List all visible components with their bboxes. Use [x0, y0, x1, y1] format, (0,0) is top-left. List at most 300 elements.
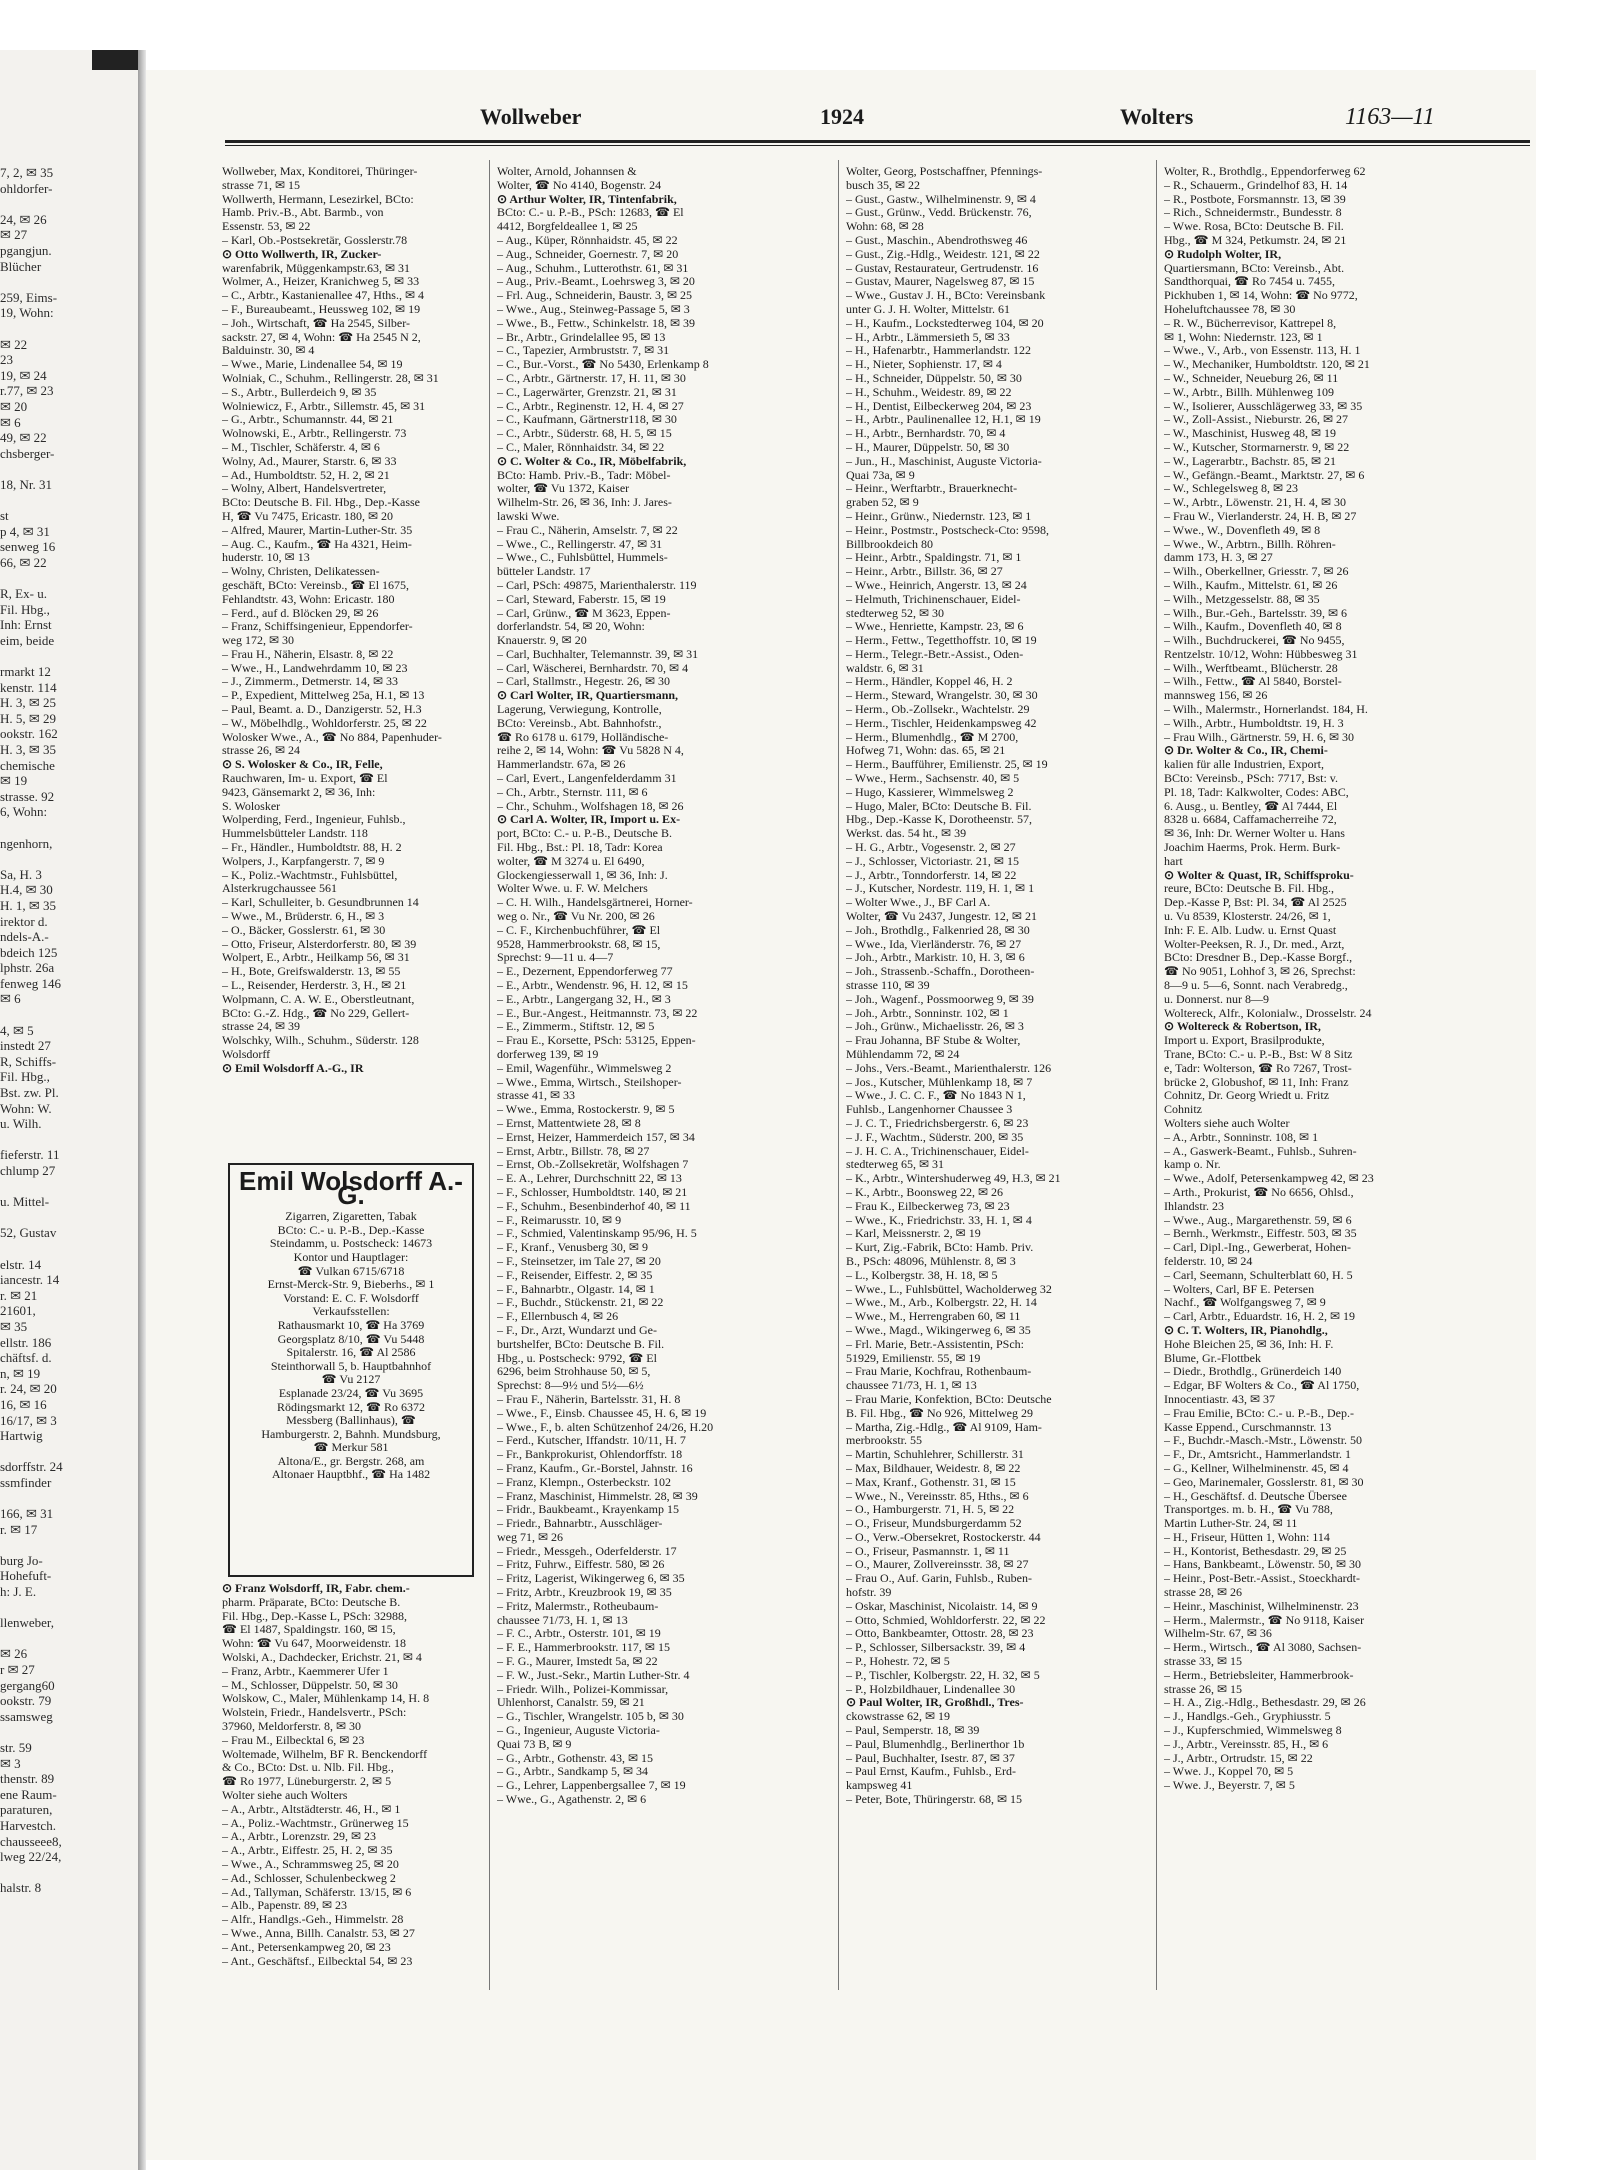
directory-entry: – Herm., Wirtsch., ☎ Al 3080, Sachsen-: [1164, 1641, 1362, 1655]
header-year: 1924: [820, 104, 864, 129]
directory-entry: – Bernh., Werkmstr., Eiffestr. 503, ✉ 35: [1164, 1227, 1357, 1241]
directory-entry: Hammerlandstr. 67a, ✉ 26: [497, 758, 626, 772]
directory-entry: – Wwe., Anna, Billh. Canalstr. 53, ✉ 27: [222, 1926, 415, 1940]
edge-text-line: pgangjun.: [0, 242, 52, 258]
directory-entry: Blume, Gr.-Flottbek: [1164, 1351, 1261, 1365]
directory-entry: – Heinr., Grünw., Niedernstr. 123, ✉ 1: [846, 509, 1032, 523]
directory-entry: – F., Steinsetzer, im Tale 27, ✉ 20: [497, 1254, 661, 1268]
directory-entry: – Heinr., Arbtr., Spaldingstr. 71, ✉ 1: [846, 551, 1022, 565]
directory-entry: – Wwe., N., Vereinsstr. 85, Hths., ✉ 6: [846, 1489, 1029, 1503]
directory-entry: – W., Arbtr., Löwenstr. 21, H. 4, ✉ 30: [1164, 496, 1347, 510]
directory-entry: – Frau K., Eilbeckerweg 73, ✉ 23: [846, 1199, 1010, 1213]
directory-entry: – Geo, Marinemaler, Gosslerstr. 81, ✉ 30: [1164, 1475, 1364, 1489]
advertisement-line: Rödingsmarkt 12, ☎ Ro 6372: [277, 1399, 425, 1414]
edge-text-line: H. 3, ✉ 35: [0, 741, 57, 757]
directory-entry: – W., Zoll-Assist., Nieburstr. 26, ✉ 27: [1164, 413, 1349, 427]
directory-entry: Wolter siehe auch Wolters: [222, 1788, 348, 1802]
directory-entry: Wolpmann, C. A. W. E., Oberstleutnant,: [222, 992, 415, 1006]
directory-entry: – Carl, Arbtr., Eduardstr. 16, H. 2, ✉ 19: [1164, 1310, 1356, 1324]
directory-entry: Wolsdorff: [222, 1048, 271, 1061]
directory-entry: – Wwe., M., Brüderstr. 6, H., ✉ 3: [222, 910, 385, 924]
edge-text-line: Bst. zw. Pl.: [0, 1085, 59, 1101]
directory-entry: strasse 41, ✉ 33: [497, 1089, 576, 1103]
edge-text-line: [0, 461, 132, 477]
edge-text-line: [0, 1600, 132, 1616]
directory-entry: Wollwerth, Hermann, Lesezirkel, BCto:: [222, 192, 414, 206]
directory-entry: – Fritz, Arbtr., Kreuzbrook 19, ✉ 35: [497, 1586, 672, 1600]
directory-entry: – Frau Wilh., Gärtnerstr. 59, H. 6, ✉ 30: [1164, 730, 1354, 744]
directory-entry: ✉ 36, Inh: Dr. Werner Wolter u. Hans: [1164, 827, 1345, 841]
directory-entry: – W., Isolierer, Ausschlägerweg 33, ✉ 35: [1164, 399, 1363, 413]
edge-text-line: 19, Wohn:: [0, 305, 54, 321]
directory-entry: – G., Arbtr., Schumannstr. 44, ✉ 21: [222, 413, 394, 427]
directory-entry: – Ad., Schlosser, Schulenbeckweg 2: [222, 1871, 396, 1885]
edge-text-line: ngenhorn,: [0, 835, 53, 851]
advertisement-line: Esplanade 23/24, ☎ Vu 3695: [278, 1385, 424, 1400]
directory-entry: – G., Arbtr., Sandkamp 5, ✉ 34: [497, 1765, 649, 1779]
directory-entry: e, Tadr: Wolterson, ☎ Ro 7267, Trost-: [1164, 1061, 1352, 1075]
edge-text-line: kenstr. 114: [0, 679, 57, 695]
directory-entry: – Joh., Wagenf., Possmoorweg 9, ✉ 39: [846, 992, 1034, 1006]
directory-entry: – E., Bur.-Angest., Heitmannstr. 73, ✉ 22: [497, 1006, 698, 1020]
edge-text-line: H. 3, ✉ 25: [0, 695, 57, 711]
directory-entry: – Aug., Schneider, Goernestr. 7, ✉ 20: [497, 247, 679, 261]
directory-entry: Wolter-Peeksen, R. J., Dr. med., Arzt,: [1164, 937, 1345, 951]
directory-entry: – Wwe., Emma, Wirtsch., Steilshoper-: [497, 1075, 682, 1089]
directory-entry: – Frau Johanna, BF Stube & Wolter,: [846, 1034, 1021, 1048]
directory-entry: port, BCto: C.- u. P.-B., Deutsche B.: [497, 827, 673, 841]
directory-entry: Wolniak, C., Schuhm., Rellingerstr. 28, ✉ 31: [222, 371, 439, 385]
directory-entry: Wohn: 68, ✉ 28: [846, 220, 924, 234]
directory-entry: sackstr. 27, ✉ 4, Wohn: ☎ Ha 2545 N 2,: [222, 330, 421, 344]
directory-entry: chaussee 71/73, H. 1, ✉ 13: [497, 1613, 628, 1627]
directory-entry: – Otto, Schmied, Wohldorferstr. 22, ✉ 22: [846, 1613, 1046, 1627]
directory-entry: ⊙ Wolter & Quast, IR, Schiffsproku-: [1164, 868, 1354, 882]
directory-entry: – Wwe., L., Fuhlsbüttel, Wacholderweg 32: [846, 1282, 1052, 1296]
directory-entry: – Heinr., Postmstr., Postscheck-Cto: 9598,: [846, 523, 1050, 537]
directory-entry: – Ernst, Heizer, Hammerdeich 157, ✉ 34: [497, 1130, 695, 1144]
directory-entry: Wohn: ☎ Vu 647, Moorweidenstr. 18: [222, 1637, 407, 1651]
directory-entry: – Wwe. J., Koppel 70, ✉ 5: [1164, 1765, 1294, 1779]
directory-entry: – Wilh., Werftbeamt., Blücherstr. 28: [1164, 661, 1338, 675]
edge-text-line: [0, 851, 132, 867]
directory-entry: Hummelsbütteler Landstr. 118: [222, 827, 368, 841]
directory-entry: Rentzelstr. 10/12, Wohn: Hübbesweg 31: [1164, 647, 1358, 661]
directory-entry: wolter, ☎ M 3274 u. El 6490,: [497, 854, 645, 868]
directory-entry: Wolny, Ad., Maurer, Starstr. 6, ✉ 33: [222, 454, 397, 468]
directory-entry: – Wolter Wwe., J., BF Carl A.: [846, 896, 991, 910]
edge-text-line: fenweg 146: [0, 975, 62, 991]
directory-entry: – Wilh., Kaufm., Mittelstr. 61, ✉ 26: [1164, 578, 1338, 592]
directory-entry: – O., Friseur, Pasmannstr. 1, ✉ 11: [846, 1544, 1010, 1558]
directory-entry: Wolpers, J., Karpfangerstr. 7, ✉ 9: [222, 854, 385, 868]
directory-entry: – Wolny, Albert, Handelsvertreter,: [222, 482, 387, 496]
directory-entry: – Wwe., Henriette, Kampstr. 23, ✉ 6: [846, 620, 1024, 634]
directory-entry: – Wwe., F., Einsb. Chaussee 45, H. 6, ✉ 19: [497, 1406, 707, 1420]
edge-text-line: 166, ✉ 31: [0, 1506, 54, 1522]
advertisement-line: BCto: C.- u. P.-B., Dep.-Kasse: [277, 1222, 425, 1237]
directory-entry: H, ☎ Vu 7475, Ericastr. 180, ✉ 20: [222, 509, 394, 523]
directory-entry: – A., Arbtr., Eiffestr. 25, H. 2, ✉ 35: [222, 1844, 393, 1858]
edge-text-line: chäftsf. d.: [0, 1350, 52, 1366]
directory-entry: Mühlendamm 72, ✉ 24: [846, 1048, 960, 1061]
directory-entry: – Herm., Steward, Wrangelstr. 30, ✉ 30: [846, 689, 1038, 703]
directory-entry: – F. C., Arbtr., Osterstr. 101, ✉ 19: [497, 1627, 661, 1641]
directory-entry: Essenstr. 53, ✉ 22: [222, 220, 311, 234]
directory-entry: Wollweber, Max, Konditorei, Thüringer-: [222, 165, 418, 178]
directory-entry: – Max, Kranf., Gothenstr. 31, ✉ 15: [846, 1475, 1016, 1489]
advertisement-line: ☎ Merkur 581: [313, 1440, 389, 1455]
edge-text-line: 16/17, ✉ 3: [0, 1412, 57, 1428]
edge-text-line: R, Ex- u.: [0, 586, 47, 602]
directory-entry: BCto: Hamb. Priv.-B., Tadr: Möbel-: [497, 468, 671, 482]
directory-entry: Transportges. m. b. H., ☎ Vu 788,: [1164, 1503, 1333, 1517]
directory-entry: warenfabrik, Müggenkampstr.63, ✉ 31: [222, 261, 411, 275]
edge-text-line: paraturen,: [0, 1802, 53, 1818]
directory-entry: – Fritz, Lagerist, Wikingerweg 6, ✉ 35: [497, 1572, 685, 1586]
directory-entry: – Joh., Arbtr., Markistr. 10, H. 3, ✉ 6: [846, 951, 1025, 965]
directory-entry: – G., Tischler, Wrangelstr. 105 b, ✉ 30: [497, 1710, 684, 1724]
edge-text-line: p 4, ✉ 31: [0, 523, 50, 539]
header-rule-thin: [225, 145, 1530, 146]
header-left-word: Wollweber: [480, 104, 582, 129]
directory-entry: ✉ 1, Wohn: Niedernstr. 123, ✉ 1: [1164, 330, 1323, 344]
directory-entry: – H., Kaufm., Lockstedterweg 104, ✉ 20: [846, 316, 1044, 330]
directory-entry: BCto: C.- u. P.-B., PSch: 12683, ☎ El: [497, 206, 684, 220]
directory-entry: – Wwe., Ida, Vierländerstr. 76, ✉ 27: [846, 937, 1022, 951]
directory-entry: – Hugo, Kassierer, Wimmelsweg 2: [846, 785, 1014, 799]
directory-entry: u. Vu 8539, Klosterstr. 24/26, ✉ 1,: [1164, 910, 1331, 924]
edge-text-line: 23: [0, 352, 13, 368]
edge-text-line: chemische: [0, 757, 55, 773]
directory-entry: Wilhelm-Str. 26, ✉ 36, Inh: J. Jares-: [497, 496, 672, 510]
directory-entry: strasse 28, ✉ 26: [1164, 1586, 1243, 1600]
edge-text-line: ✉ 6: [0, 414, 21, 430]
directory-entry: – H., Kontorist, Bethesdastr. 29, ✉ 25: [1164, 1544, 1347, 1558]
directory-entry: – Franz, Klempn., Osterbeckstr. 102: [497, 1475, 671, 1489]
directory-entry: felderstr. 10, ✉ 24: [1164, 1254, 1253, 1268]
directory-entry: – O., Friseur, Mundsburgerdamm 52: [846, 1517, 1022, 1531]
edge-text-line: Inh: Ernst: [0, 617, 52, 633]
edge-text-line: H. 1, ✉ 35: [0, 897, 57, 913]
directory-entry: – Herm., Betriebsleiter, Hammerbrook-: [1164, 1668, 1354, 1682]
edge-text-line: burg Jo-: [0, 1552, 43, 1568]
directory-entry: – Wilh., Bur.-Geh., Bartelsstr. 39, ✉ 6: [1164, 606, 1348, 620]
directory-entry: – A., Arbtr., Altstädterstr. 46, H., ✉ 1: [222, 1802, 401, 1816]
directory-entry: – A., Arbtr., Lorenzstr. 29, ✉ 23: [222, 1830, 377, 1844]
directory-entry: mannsweg 156, ✉ 26: [1164, 689, 1268, 703]
directory-entry: – Karl, Ob.-Postsekretär, Gosslerstr.78: [222, 233, 408, 247]
directory-entry: – Gust., Maschin., Abendrothsweg 46: [846, 233, 1028, 247]
directory-entry: Wilhelm-Str. 67, ✉ 36: [1164, 1627, 1272, 1641]
directory-entry: Billbrookdeich 80: [846, 537, 933, 551]
directory-entry: – O., Maurer, Zollvereinsstr. 38, ✉ 27: [846, 1558, 1029, 1572]
directory-entry: – W., Lagerarbtr., Bachstr. 85, ✉ 21: [1164, 454, 1337, 468]
directory-entry: Fehlandtstr. 43, Wohn: Ericastr. 180: [222, 592, 395, 606]
directory-entry: 8328 u. 6684, Caffamacherreihe 72,: [1164, 813, 1337, 827]
directory-entry: strasse 26, ✉ 24: [222, 744, 301, 758]
directory-entry: – C., Arbtr., Süderstr. 68, H. 5, ✉ 15: [497, 427, 672, 441]
directory-entry: – Frl. Marie, Betr.-Assistentin, PSch:: [846, 1337, 1024, 1351]
directory-entry: – Herm., Telegr.-Betr.-Assist., Oden-: [846, 647, 1024, 661]
directory-entry: – Joh., Strassenb.-Schaffn., Dorotheen-: [846, 965, 1035, 979]
directory-entry: Martin Luther-Str. 24, ✉ 11: [1164, 1517, 1298, 1531]
directory-entry: ⊙ Emil Wolsdorff A.-G., IR: [222, 1061, 364, 1075]
directory-entry: ⊙ Otto Wollwerth, IR, Zucker-: [222, 247, 382, 261]
edge-text-line: [0, 1631, 132, 1647]
directory-entry: – Wilh., Fettw., ☎ Al 5840, Borstel-: [1164, 675, 1342, 689]
directory-entry: Wolter, Arnold, Johannsen &: [497, 165, 637, 178]
edge-text-line: str. 59: [0, 1739, 32, 1755]
edge-text-line: iancestr. 14: [0, 1272, 60, 1288]
edge-text-line: 259, Eims-: [0, 289, 58, 305]
edge-text-line: senweg 16: [0, 539, 56, 555]
directory-entry: strasse 33, ✉ 15: [1164, 1655, 1243, 1669]
directory-entry: – Martin, Schuhlehrer, Schillerstr. 31: [846, 1448, 1024, 1462]
directory-entry: – Otto, Bankbeamter, Ottostr. 28, ✉ 23: [846, 1627, 1034, 1641]
directory-entry: – Friedr. Wilh., Polizei-Kommissar,: [497, 1682, 669, 1696]
directory-entry: – Heinr., Maschinist, Wilhelminenstr. 23: [1164, 1599, 1359, 1613]
edge-text-line: ✉ 22: [0, 336, 28, 352]
directory-entry: – F., Kranf., Venusberg 30, ✉ 9: [497, 1241, 648, 1255]
directory-entry: – Chr., Schuhm., Wolfshagen 18, ✉ 26: [497, 799, 684, 813]
directory-entry: – Wwe., H., Landwehrdamm 10, ✉ 23: [222, 661, 408, 675]
directory-entry: – Jos., Kutscher, Mühlenkamp 18, ✉ 7: [846, 1075, 1033, 1089]
directory-entry: – Aug., Schuhm., Lutterothstr. 61, ✉ 31: [497, 261, 689, 275]
directory-entry: Fil. Hbg., Dep.-Kasse L, PSch: 32988,: [222, 1609, 407, 1623]
directory-entry: – C., Arbtr., Reginenstr. 12, H. 4, ✉ 27: [497, 399, 684, 413]
edge-text-line: u. Mittel-: [0, 1194, 50, 1210]
directory-entry: geschäft, BCto: Vereinsb., ☎ El 1675,: [222, 578, 410, 592]
directory-entry: – F., Reisender, Eiffestr. 2, ✉ 35: [497, 1268, 653, 1282]
column-divider: [838, 160, 839, 1990]
directory-entry: – Franz, Maschinist, Himmelstr. 28, ✉ 39: [497, 1489, 698, 1503]
wolsdorff-advertisement: [228, 1163, 474, 1577]
directory-entry: – J., Arbtr., Vereinsstr. 85, H., ✉ 6: [1164, 1737, 1329, 1751]
directory-entry: – Wwe., M., Herrengraben 60, ✉ 11: [846, 1310, 1021, 1324]
edge-text-line: ndels-A.-: [0, 929, 49, 945]
directory-entry: – S., Arbtr., Bullerdeich 9, ✉ 35: [222, 385, 377, 399]
advertisement-line: Steinthorwall 5, b. Hauptbahnhof: [270, 1358, 432, 1373]
directory-entry: kalien für alle Industrien, Export,: [1164, 758, 1324, 772]
header-page-number: 1163—11: [1345, 104, 1435, 130]
directory-entry: – H., Arbtr., Paulinenallee 12, H.1, ✉ 19: [846, 413, 1041, 427]
directory-entry: ⊙ Arthur Wolter, IR, Tintenfabrik,: [497, 192, 677, 206]
directory-entry: – Franz, Schiffsingenieur, Eppendorfer-: [222, 620, 413, 634]
edge-text-line: [0, 1132, 132, 1148]
directory-entry: 8—9 u. 5—6, Sonnt. nach Verabredg.,: [1164, 979, 1348, 993]
directory-entry: Hbg., u. Postscheck: 9792, ☎ El: [497, 1351, 657, 1365]
previous-page-edge-column: [0, 165, 132, 1896]
directory-entry: – Johs., Vers.-Beamt., Marienthalerstr. 126: [846, 1061, 1052, 1075]
directory-entry: – E., Arbtr., Langergang 32, H., ✉ 3: [497, 992, 671, 1006]
directory-entry: – Carl, Stallmstr., Hegestr. 26, ✉ 30: [497, 675, 671, 689]
directory-entry: – Wwe., C., Rellingerstr. 47, ✉ 31: [497, 537, 663, 551]
directory-entry: dorferlandstr. 54, ✉ 20, Wohn:: [497, 620, 645, 634]
directory-entry: – G., Kellner, Wilhelminenstr. 45, ✉ 4: [1164, 1461, 1349, 1475]
edge-text-line: ookstr. 79: [0, 1693, 52, 1709]
directory-entry: – Ernst, Mattentwiete 28, ✉ 8: [497, 1116, 641, 1130]
directory-entry: Wolski, A., Dachdecker, Erichstr. 21, ✉ 4: [222, 1650, 422, 1664]
edge-text-line: chlump 27: [0, 1163, 56, 1178]
directory-entry: – Wolters, Carl, BF E. Petersen: [1164, 1282, 1315, 1296]
directory-column-3: [846, 165, 1108, 1985]
directory-entry: – Wwe., Heinrich, Angerstr. 13, ✉ 24: [846, 578, 1027, 592]
edge-text-line: ookstr. 162: [0, 726, 58, 742]
edge-text-line: [0, 1724, 132, 1740]
directory-entry: ☎ Ro 6178 u. 6179, Holländische-: [497, 730, 669, 744]
directory-entry: – Wwe., B., Fettw., Schinkelstr. 18, ✉ 39: [497, 316, 696, 330]
directory-entry: – K., Arbtr., Boonsweg 22, ✉ 26: [846, 1185, 1004, 1199]
directory-entry: – Ant., Petersenkampweg 20, ✉ 23: [222, 1940, 391, 1954]
directory-entry: hart: [1164, 854, 1183, 868]
directory-entry: – L., Kolbergstr. 38, H. 18, ✉ 5: [846, 1268, 998, 1282]
directory-entry: – Helmuth, Trichinenschauer, Eidel-: [846, 592, 1021, 606]
directory-entry: – F. E., Hammerbrookstr. 117, ✉ 15: [497, 1641, 670, 1655]
directory-entry: – C., Arbtr., Gärtnerstr. 17, H. 11, ✉ 30: [497, 371, 686, 385]
edge-text-line: u. Wilh.: [0, 1116, 42, 1132]
edge-text-line: [0, 648, 132, 664]
directory-entry: ⊙ Carl A. Wolter, IR, Import u. Ex-: [497, 813, 681, 827]
scan-margin-dark: [92, 50, 140, 70]
directory-entry: graben 52, ✉ 9: [846, 496, 919, 510]
edge-text-line: ellstr. 186: [0, 1334, 52, 1350]
directory-entry: 6. Ausg., u. Bentley, ☎ Al 7444, El: [1164, 799, 1338, 813]
directory-entry: – Frau F., Näherin, Bartelsstr. 31, H. 8: [497, 1392, 681, 1406]
directory-entry: Sprechst: 8—9½ und 5½—6½: [497, 1379, 644, 1393]
directory-entry: – Wwe., Gustav J. H., BCto: Vereinsbank: [846, 289, 1046, 303]
directory-entry: – H., Arbtr., Bernhardstr. 70, ✉ 4: [846, 427, 1006, 441]
directory-entry: Woltereck, Alfr., Kolonialw., Drosselstr. 24: [1164, 1006, 1372, 1020]
directory-entry: – Paul, Semperstr. 18, ✉ 39: [846, 1724, 980, 1738]
directory-entry: – A., Arbtr., Sonninstr. 108, ✉ 1: [1164, 1130, 1319, 1144]
directory-entry: ☎ No 9051, Lohhof 3, ✉ 26, Sprechst:: [1164, 965, 1356, 979]
directory-entry: – H., Schuhm., Weidestr. 89, ✉ 22: [846, 385, 1012, 399]
edge-text-line: Wohn: W.: [0, 1100, 52, 1116]
edge-text-line: instedt 27: [0, 1038, 51, 1054]
directory-entry: – Carl, Evert., Langenfelderdamm 31: [497, 772, 677, 786]
directory-entry: ⊙ Paul Wolter, IR, Großhdl., Tres-: [846, 1696, 1024, 1710]
edge-text-line: [0, 492, 132, 508]
directory-entry: – Herm., Malermstr., ☎ No 9118, Kaiser: [1164, 1613, 1365, 1627]
directory-entry: – Ferd., Kutscher, Iffandstr. 10/11, H. 7: [497, 1434, 686, 1448]
edge-text-line: r ✉ 27: [0, 1662, 35, 1677]
directory-entry: – O., Verw.-Obersekret, Rostockerstr. 44: [846, 1530, 1041, 1544]
directory-entry: Wolter Wwe. u. F. W. Melchers: [497, 882, 648, 896]
edge-text-line: ohldorfer-: [0, 180, 53, 196]
edge-text-line: 4, ✉ 5: [0, 1022, 34, 1038]
directory-entry: Hoheluftchaussee 78, ✉ 30: [1164, 302, 1296, 316]
edge-text-line: [0, 321, 132, 337]
directory-entry: – Wwe., A., Schrammsweg 25, ✉ 20: [222, 1857, 399, 1871]
directory-entry: burtshelfer, BCto: Deutsche B. Fil.: [497, 1337, 665, 1351]
directory-entry: – Frau Marie, Kochfrau, Rothenbaum-: [846, 1365, 1032, 1379]
directory-entry: 9528, Hammerbrookstr. 68, ✉ 15,: [497, 937, 661, 951]
directory-entry: – Wwe., Aug., Margarethenstr. 59, ✉ 6: [1164, 1213, 1352, 1227]
directory-entry: – Wilh., Metzgesselstr. 88, ✉ 35: [1164, 592, 1320, 606]
directory-entry: strasse 110, ✉ 39: [846, 979, 930, 993]
directory-entry: – H. A., Zig.-Hdlg., Bethesdastr. 29, ✉ 26: [1164, 1696, 1366, 1710]
directory-entry: – Edgar, BF Wolters & Co., ☎ Al 1750,: [1164, 1379, 1360, 1393]
directory-entry: – F., Reimarusstr. 10, ✉ 9: [497, 1213, 622, 1227]
advertisement-line: Spitalerstr. 16, ☎ Al 2586: [286, 1345, 416, 1360]
edge-text-line: ✉ 35: [0, 1318, 28, 1334]
directory-entry: wolter, ☎ Vu 1372, Kaiser: [497, 482, 630, 496]
directory-entry: – F., Buchdr., Stückenstr. 21, ✉ 22: [497, 1296, 664, 1310]
directory-entry: Knauerstr. 9, ✉ 20: [497, 634, 587, 648]
directory-entry: – Wilh., Arbtr., Humboldtstr. 19, H. 3: [1164, 716, 1344, 730]
directory-entry: – H., Maurer, Düppelstr. 50, ✉ 30: [846, 440, 1010, 454]
directory-entry: ⊙ Carl Wolter, IR, Quartiersmann,: [497, 689, 679, 703]
directory-entry: – Franz, Arbtr., Kaemmerer Ufer 1: [222, 1664, 389, 1678]
directory-entry: – Paul Ernst, Kaufm., Fuhlsb., Erd-: [846, 1765, 1016, 1779]
edge-text-line: H. 5, ✉ 29: [0, 710, 57, 726]
directory-entry: – Wwe., Magd., Wikingerweg 6, ✉ 35: [846, 1323, 1031, 1337]
edge-text-line: 16, ✉ 16: [0, 1396, 47, 1412]
edge-text-line: Harvestch.: [0, 1817, 56, 1833]
directory-entry: – F., Buchdr.-Masch.-Mstr., Löwenstr. 50: [1164, 1434, 1363, 1448]
directory-entry: – W., Gefängn.-Beamt., Marktstr. 27, ✉ 6: [1164, 468, 1365, 482]
directory-entry: Hbg., Dep.-Kasse K, Dorotheenstr. 57,: [846, 813, 1032, 827]
directory-entry: Hamb. Priv.-B., Abt. Barmb., von: [222, 206, 384, 220]
directory-entry: – Rich., Schneidermstr., Bundesstr. 8: [1164, 206, 1342, 220]
directory-entry: – Wwe., C., Fuhlsbüttel, Hummels-: [497, 551, 668, 565]
edge-text-line: Sa, H. 3: [0, 866, 42, 882]
directory-entry: – Wwe., Herm., Sachsenstr. 40, ✉ 5: [846, 772, 1020, 786]
directory-entry: weg 172, ✉ 30: [222, 634, 295, 648]
directory-entry: Wolter, ☎ No 4140, Bogenstr. 24: [497, 178, 662, 192]
directory-entry: huderstr. 10, ✉ 13: [222, 551, 310, 565]
directory-entry: – C., Bur.-Vorst., ☎ No 5430, Erlenkamp 8: [497, 358, 709, 372]
directory-entry: strasse 24, ✉ 39: [222, 1020, 301, 1034]
directory-entry: – Joh., Arbtr., Sonninstr. 102, ✉ 1: [846, 1006, 1009, 1020]
directory-entry: Wolter, R., Brothdlg., Eppendorferweg 62: [1164, 165, 1366, 178]
directory-entry: – Ad., Tallyman, Schäferstr. 13/15, ✉ 6: [222, 1885, 412, 1899]
edge-text-line: irektor d.: [0, 913, 48, 929]
directory-entry: – Karl, Meissnerstr. 2, ✉ 19: [846, 1227, 981, 1241]
directory-entry: – F., Bahnarbtr., Olgastr. 14, ✉ 1: [497, 1282, 655, 1296]
edge-text-line: lweg 22/24,: [0, 1849, 62, 1865]
edge-text-line: 19, ✉ 24: [0, 367, 47, 383]
edge-text-line: r. ✉ 17: [0, 1521, 38, 1537]
directory-entry: Cohnitz, Dr. Georg Wriedt u. Fritz: [1164, 1089, 1330, 1103]
directory-entry: – Fritz, Fuhrw., Eiffestr. 580, ✉ 26: [497, 1558, 665, 1572]
directory-entry: – Ernst, Arbtr., Billstr. 78, ✉ 27: [497, 1144, 650, 1158]
directory-entry: – F., Ellernbusch 4, ✉ 26: [497, 1310, 619, 1324]
directory-entry: – J., Kutscher, Nordestr. 119, H. 1, ✉ 1: [846, 882, 1035, 896]
advertisement-line: ☎ Vulkan 6715/6718: [297, 1263, 405, 1278]
directory-entry: 6296, beim Strohhause 50, ✉ 5,: [497, 1365, 651, 1379]
directory-entry: ⊙ C. T. Wolters, IR, Pianohdlg.,: [1164, 1323, 1328, 1337]
directory-entry: – H., Nieter, Sophienstr. 17, ✉ 4: [846, 358, 1002, 372]
directory-entry: – Frau E., Korsette, PSch: 53125, Eppen-: [497, 1034, 696, 1048]
directory-entry: – Herm., Fettw., Tegetthoffstr. 10, ✉ 19: [846, 634, 1037, 648]
directory-entry: – F., Schlosser, Humboldtstr. 140, ✉ 21: [497, 1185, 688, 1199]
directory-entry: – Carl, Grünw., ☎ M 3623, Eppen-: [497, 606, 671, 620]
directory-entry: – Carl, Steward, Faberstr. 15, ✉ 19: [497, 592, 666, 606]
directory-entry: – Hugo, Maler, BCto: Deutsche B. Fil.: [846, 799, 1032, 813]
directory-entry: – Frau O., Auf. Garin, Fuhlsb., Ruben-: [846, 1572, 1032, 1586]
directory-entry: Joachim Haerms, Prok. Herm. Burk-: [1164, 841, 1341, 855]
directory-entry: – F., Schmied, Valentinskamp 95/96, H. 5: [497, 1227, 697, 1241]
directory-entry: Alsterkrugchaussee 561: [222, 882, 337, 896]
edge-text-line: Blücher: [0, 258, 42, 274]
directory-entry: – Peter, Bote, Thüringerstr. 68, ✉ 15: [846, 1793, 1022, 1807]
edge-text-line: halstr. 8: [0, 1880, 42, 1896]
directory-entry: – O., Bäcker, Gosslerstr. 61, ✉ 30: [222, 923, 386, 937]
directory-entry: BCto: G.-Z. Hdg., ☎ No 229, Gellert-: [222, 1006, 410, 1020]
directory-entry: – Wwe., W., Dovenfleth 49, ✉ 8: [1164, 523, 1321, 537]
